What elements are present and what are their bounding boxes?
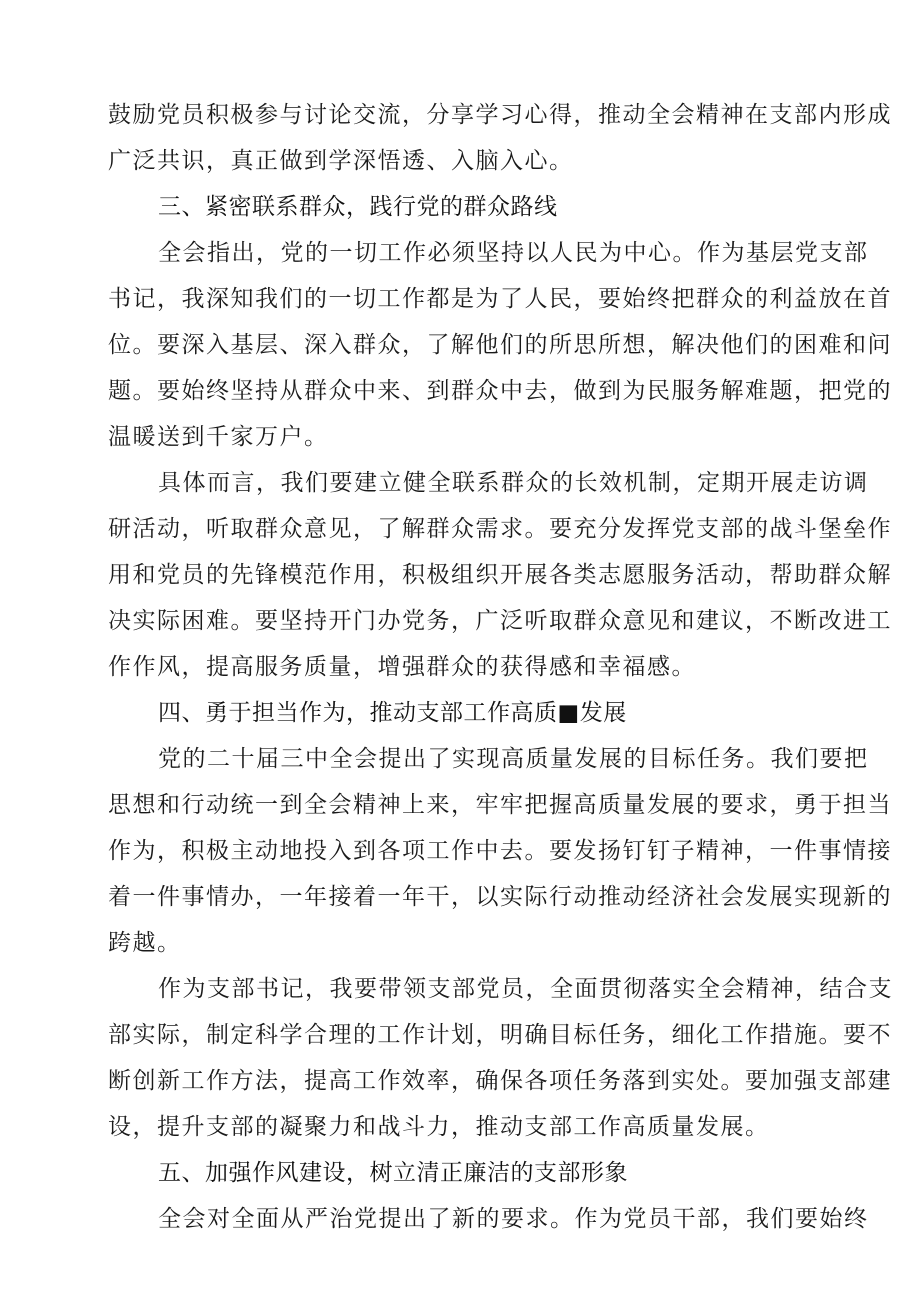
paragraph-first-line: 具体而言，我们要建立健全联系群众的长效机制，定期开展走访调 xyxy=(158,470,869,496)
body-line: 研活动，听取群众意见，了解群众需求。要充分发挥党支部的战斗堡垒作 xyxy=(108,516,892,542)
paragraph-first-line: 全会指出，党的一切工作必须坚持以人民为中心。作为基层党支部 xyxy=(158,240,869,266)
body-line: 着一件事情办，一年接着一年干，以实际行动推动经济社会发展实现新的 xyxy=(108,884,892,910)
body-line: 断创新工作方法，提高工作效率，确保各项任务落到实处。要加强支部建 xyxy=(108,1068,892,1094)
section-heading: 四、勇于担当作为，推动支部工作高质■发展 xyxy=(158,700,627,726)
body-line: 跨越。 xyxy=(108,930,182,956)
body-line: 作作风，提高服务质量，增强群众的获得感和幸福感。 xyxy=(108,654,696,680)
body-line: 思想和行动统一到全会精神上来，牢牢把握高质量发展的要求，勇于担当 xyxy=(108,792,892,818)
body-line: 作为，积极主动地投入到各项工作中去。要发扬钉钉子精神，一件事情接 xyxy=(108,838,892,864)
body-line: 广泛共识，真正做到学深悟透、入脑入心。 xyxy=(108,148,574,174)
body-line: 决实际困难。要坚持开门办党务，广泛听取群众意见和建议，不断改进工 xyxy=(108,608,892,634)
body-line: 用和党员的先锋模范作用，积极组织开展各类志愿服务活动，帮助群众解 xyxy=(108,562,892,588)
body-line: 设，提升支部的凝聚力和战斗力，推动支部工作高质量发展。 xyxy=(108,1114,770,1140)
body-line: 题。要始终坚持从群众中来、到群众中去，做到为民服务解难题，把党的 xyxy=(108,378,892,404)
paragraph-first-line: 全会对全面从严治党提出了新的要求。作为党员干部，我们要始终 xyxy=(158,1206,869,1232)
body-line: 温暖送到千家万户。 xyxy=(108,424,329,450)
section-heading: 五、加强作风建设，树立清正廉洁的支部形象 xyxy=(158,1160,628,1186)
body-line: 书记，我深知我们的一切工作都是为了人民，要始终把群众的利益放在首 xyxy=(108,286,892,312)
paragraph-first-line: 作为支部书记，我要带领支部党员，全面贯彻落实全会精神，结合支 xyxy=(158,976,893,1002)
section-heading: 三、紧密联系群众，践行党的群众路线 xyxy=(158,194,558,220)
body-line: 鼓励党员积极参与讨论交流，分享学习心得，推动全会精神在支部内形成 xyxy=(108,102,892,128)
body-line: 位。要深入基层、深入群众，了解他们的所思所想，解决他们的困难和问 xyxy=(108,332,892,358)
paragraph-first-line: 党的二十届三中全会提出了实现高质量发展的目标任务。我们要把 xyxy=(158,746,869,772)
body-line: 部实际，制定科学合理的工作计划，明确目标任务，细化工作措施。要不 xyxy=(108,1022,892,1048)
